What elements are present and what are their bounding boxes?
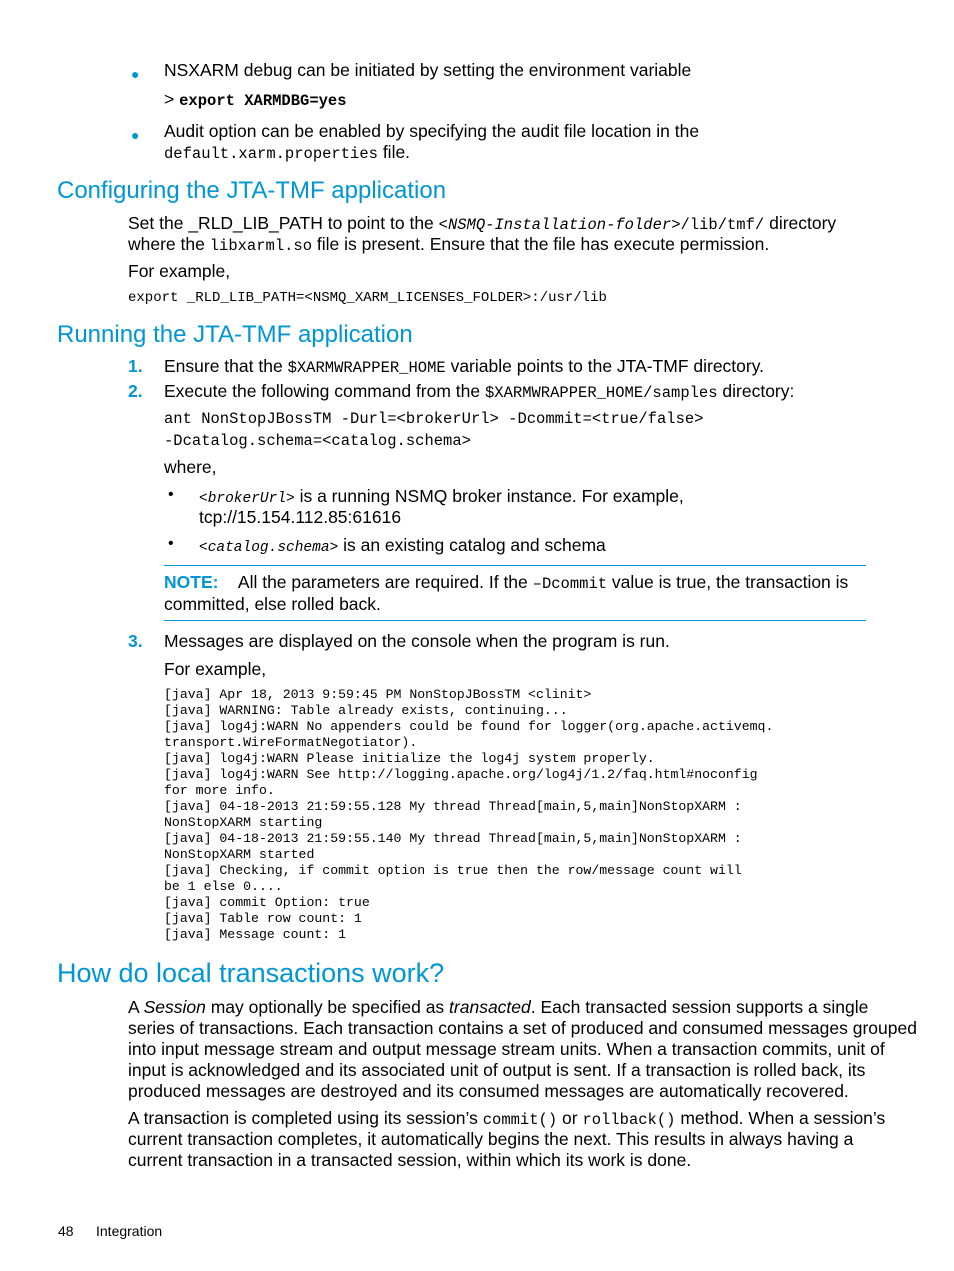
rollback-code: rollback() [582,1111,676,1129]
text: file is present. Ensure that the file has execute permission. [312,234,770,254]
log-line: for more info. [164,783,275,798]
local-p2-line2: current transaction completes, it automatically begins the next. This results in always having a [128,1129,854,1149]
step-number: 2. [128,381,143,401]
code-line [164,89,347,112]
libxarml-code: libxarml.so [209,237,313,255]
local-p1-line3: into input message stream and output message stream units. When a transaction commits, unit of [128,1039,885,1059]
env-command: export XARMDBG=yes [179,92,347,110]
text: All the parameters are required. If the [237,572,533,592]
step-number: 3. [128,631,143,651]
local-p2-line1 [128,1108,885,1131]
log-line: [java] 04-18-2013 21:59:55.128 My thread Thread[main,5,main]NonStopXARM : [164,799,742,814]
note-line2: committed, else rolled back. [164,594,381,614]
heading-local-transactions: How do local transactions work? [57,958,445,988]
text: where the [128,234,210,254]
heading-running: Running the JTA-TMF application [57,321,413,348]
text: may optionally be specified as [205,997,450,1017]
text: Set the _RLD_LIB_PATH to point to the [128,213,439,233]
bullet-text-end: file. [382,142,411,162]
local-p1-line2: series of transactions. Each transaction contains a set of produced and consumed messages grouped [128,1018,917,1038]
session-term: Session [143,997,206,1017]
log-line: [java] log4j:WARN Please initialize the log4j system properly. [164,751,655,766]
log-line: [java] Message count: 1 [164,927,347,942]
log-line: NonStopXARM starting [164,815,323,830]
log-line: [java] WARNING: Table already exists, continuing... [164,703,568,718]
samples-dir-code: $XARMWRAPPER_HOME/samples [485,384,718,402]
log-line: [java] Apr 18, 2013 9:59:45 PM NonStopJBossTM <clinit> [164,687,592,702]
for-example: For example, [164,659,267,679]
bullet-icon: • [168,486,174,503]
text: method. When a session’s [675,1108,886,1128]
bullet-text: Audit option can be enabled by specifying the audit file location in the [164,121,700,141]
catalog-schema-code: <catalog.schema> [199,540,339,556]
text: is an existing catalog and schema [338,535,606,555]
prompt-symbol: > [164,89,175,109]
text: A [128,997,144,1017]
transacted-term: transacted [449,997,531,1017]
console-log [164,687,773,943]
log-line: [java] Checking, if commit option is true then the row/message count will [164,863,742,878]
broker-url-code: <brokerUrl> [199,491,295,507]
text: variable points to the JTA-TMF directory. [445,356,765,376]
step-number: 1. [128,356,143,376]
log-line: [java] Table row count: 1 [164,911,362,926]
note-label: NOTE: [164,572,219,592]
step3-text: Messages are displayed on the console when the program is run. [164,631,670,651]
lib-tmf-code: /lib/tmf/ [680,216,765,234]
log-line: be 1 else 0.... [164,879,283,894]
for-example: For example, [128,261,231,281]
text: or [557,1108,583,1128]
step2-text [164,381,794,404]
footer-section: Integration [96,1223,163,1239]
catalog-schema-item [199,535,606,559]
install-folder-code: <NSMQ-Installation-folder> [438,216,681,234]
log-line: transport.WireFormatNegotiator). [164,735,418,750]
bullet-icon: ● [131,66,140,82]
log-line: [java] log4j:WARN No appenders could be found for logger(org.apache.activemq. [164,719,774,734]
bullet-text-cont [164,142,410,165]
heading-configuring: Configuring the JTA-TMF application [57,177,447,204]
text: Ensure that the [164,356,288,376]
broker-url-example: tcp://15.154.112.85:61616 [199,507,402,527]
local-p1-line1 [128,997,868,1018]
page-number: 48 [58,1223,74,1239]
ant-command-line1: ant NonStopJBossTM -Durl=<brokerUrl> -Dcommit=<true/false> [164,410,704,428]
commit-code: commit() [482,1111,558,1129]
text: Execute the following command from the [164,381,485,401]
note-line1 [164,572,848,595]
note-top-rule [164,565,866,566]
text: directory [764,213,837,233]
wrapper-home-code: $XARMWRAPPER_HOME [287,359,446,377]
configure-paragraph-line1 [128,213,836,236]
log-line: [java] log4j:WARN See http://logging.apache.org/log4j/1.2/faq.html#noconfig [164,767,758,782]
properties-file: default.xarm.properties [164,145,378,163]
bullet-icon: • [168,535,174,552]
step1-text [164,356,764,379]
log-line: NonStopXARM started [164,847,315,862]
text: is a running NSMQ broker instance. For example, [294,486,684,506]
text: A transaction is completed using its session’s [128,1108,483,1128]
log-line: [java] commit Option: true [164,895,370,910]
text: directory: [717,381,795,401]
local-p2-line3: current transaction in a transacted session, within which its work is done. [128,1150,692,1170]
log-line: [java] 04-18-2013 21:59:55.140 My thread Thread[main,5,main]NonStopXARM : [164,831,742,846]
local-p1-line4: input is acknowledged and its associated unit of output is sent. If a transaction is rolled back, its [128,1060,866,1080]
bullet-text: NSXARM debug can be initiated by setting the environment variable [164,60,692,80]
text: value is true, the transaction is [607,572,849,592]
local-p1-line5: produced messages are destroyed and its consumed messages are automatically recovered. [128,1081,849,1101]
dcommit-code: –Dcommit [532,575,608,593]
bullet-icon: ● [131,127,140,143]
note-bottom-rule [164,620,866,621]
text: . Each transacted session supports a single [530,997,869,1017]
export-example-code: export _RLD_LIB_PATH=<NSMQ_XARM_LICENSES_FOLDER>:/usr/lib [128,290,607,306]
ant-command-line2: -Dcatalog.schema=<catalog.schema> [164,432,471,450]
where-label: where, [164,457,217,477]
configure-paragraph-line2 [128,234,769,257]
